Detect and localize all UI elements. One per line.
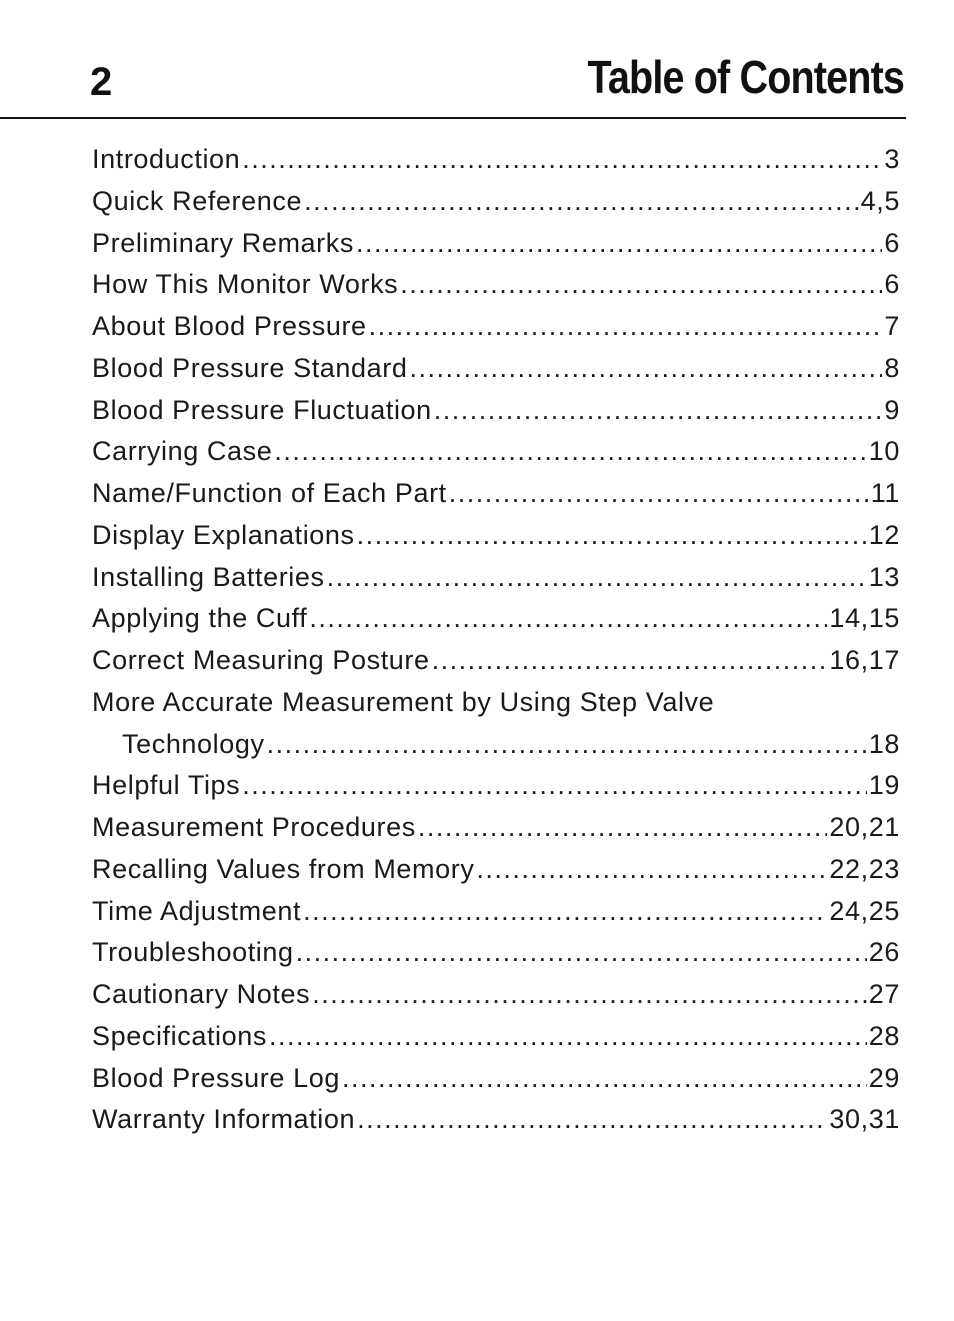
toc-entry[interactable] <box>92 473 900 515</box>
toc-entry-label: Quick Reference <box>92 185 303 216</box>
toc-entry-label: Specifications <box>92 1020 267 1051</box>
toc-entry[interactable] <box>92 807 900 849</box>
toc-entry-page: 19 <box>868 770 900 801</box>
toc-entry-page: 9 <box>884 394 900 425</box>
toc-entry[interactable] <box>92 264 900 306</box>
toc-entry-page: 3 <box>884 144 900 174</box>
toc-entry-label: Correct Measuring Posture <box>92 645 430 675</box>
page-number: 2 <box>90 60 113 104</box>
dot-leader <box>304 181 859 223</box>
toc-entry[interactable] <box>92 139 900 181</box>
toc-entry[interactable] <box>92 390 900 432</box>
toc-entry-page: 11 <box>870 478 900 508</box>
toc-entry-continuation[interactable] <box>92 724 900 766</box>
toc-entry[interactable] <box>92 765 900 807</box>
toc-entry[interactable] <box>92 1058 900 1100</box>
toc-entry-page: 18 <box>868 728 900 759</box>
toc-entry-page: 14,15 <box>829 603 900 634</box>
toc-entry-page: 22,23 <box>829 853 900 884</box>
toc-entry-page: 28 <box>868 1020 900 1051</box>
dot-leader <box>303 891 827 933</box>
dot-leader <box>409 348 882 390</box>
toc-entry[interactable] <box>92 306 900 348</box>
toc-entry-label: More Accurate Measurement by Using Step Valve <box>92 686 715 717</box>
toc-entry-label: Display Explanations <box>92 519 355 550</box>
toc-entry-page: 20,21 <box>829 812 900 842</box>
toc-entry[interactable] <box>92 891 900 933</box>
toc-entry-page: 4,5 <box>860 185 900 216</box>
table-of-contents <box>92 139 900 1141</box>
toc-entry-page: 16,17 <box>829 645 900 675</box>
dot-leader <box>449 473 869 515</box>
toc-entry-label: Carrying Case <box>92 436 273 467</box>
dot-leader <box>342 1058 867 1100</box>
toc-entry[interactable] <box>92 682 900 724</box>
toc-entry-label: Introduction <box>92 144 241 174</box>
toc-entry-label: Name/Function of Each Part <box>92 478 447 508</box>
toc-entry-label: Time Adjustment <box>92 895 302 926</box>
toc-entry-page: 7 <box>884 311 900 341</box>
toc-entry[interactable] <box>92 431 900 473</box>
toc-entry[interactable] <box>92 1016 900 1058</box>
toc-entry[interactable] <box>92 932 900 974</box>
dot-leader <box>369 306 883 348</box>
toc-entry[interactable] <box>92 974 900 1016</box>
toc-entry[interactable] <box>92 223 900 265</box>
toc-entry-page: 6 <box>884 269 900 300</box>
dot-leader <box>296 932 867 974</box>
toc-entry[interactable] <box>92 557 900 599</box>
toc-entry-label: Installing Batteries <box>92 561 325 592</box>
toc-entry-page: 29 <box>868 1062 900 1093</box>
dot-leader <box>357 1099 827 1141</box>
dot-leader <box>312 974 867 1016</box>
toc-entry-page: 26 <box>868 937 900 968</box>
toc-entry[interactable] <box>92 181 900 223</box>
toc-entry[interactable] <box>92 640 900 682</box>
dot-leader <box>242 139 882 181</box>
page-title: Table of Contents <box>587 51 904 103</box>
toc-entry-label: Troubleshooting <box>92 937 294 968</box>
toc-entry-label: Recalling Values from Memory <box>92 853 475 884</box>
toc-entry-label: Blood Pressure Standard <box>92 352 408 383</box>
toc-entry-label: Technology <box>122 728 265 759</box>
dot-leader <box>418 807 828 849</box>
dot-leader <box>309 598 827 640</box>
dot-leader <box>267 724 867 766</box>
toc-entry-label: Helpful Tips <box>92 770 241 801</box>
dot-leader <box>242 765 867 807</box>
toc-entry-label: Cautionary Notes <box>92 979 311 1009</box>
toc-entry-page: 13 <box>868 561 900 592</box>
dot-leader <box>327 557 867 599</box>
toc-entry-page: 24,25 <box>829 895 900 926</box>
toc-entry[interactable] <box>92 348 900 390</box>
dot-leader <box>269 1016 867 1058</box>
dot-leader <box>434 390 883 432</box>
toc-entry-label: Measurement Procedures <box>92 812 416 842</box>
toc-entry-label: Applying the Cuff <box>92 603 308 634</box>
toc-entry-label: Blood Pressure Fluctuation <box>92 394 432 425</box>
dot-leader <box>400 264 882 306</box>
toc-entry[interactable] <box>92 1099 900 1141</box>
toc-entry-label: Blood Pressure Log <box>92 1062 340 1093</box>
toc-entry[interactable] <box>92 515 900 557</box>
toc-entry-page: 8 <box>884 352 900 383</box>
dot-leader <box>432 640 828 682</box>
dot-leader <box>274 431 866 473</box>
dot-leader <box>357 515 867 557</box>
header-divider <box>0 117 906 119</box>
dot-leader <box>356 223 882 265</box>
toc-entry-label: About Blood Pressure <box>92 311 367 341</box>
toc-entry-label: Preliminary Remarks <box>92 227 354 258</box>
toc-entry-label: How This Monitor Works <box>92 269 399 300</box>
toc-entry-label: Warranty Information <box>92 1104 356 1135</box>
dot-leader <box>476 849 827 891</box>
toc-entry-page: 6 <box>884 227 900 258</box>
toc-entry-page: 10 <box>868 436 900 467</box>
toc-entry-page: 27 <box>868 979 900 1009</box>
toc-entry[interactable] <box>92 598 900 640</box>
toc-entry[interactable] <box>92 849 900 891</box>
toc-entry-page: 12 <box>868 519 900 550</box>
toc-entry-page: 30,31 <box>829 1104 900 1135</box>
